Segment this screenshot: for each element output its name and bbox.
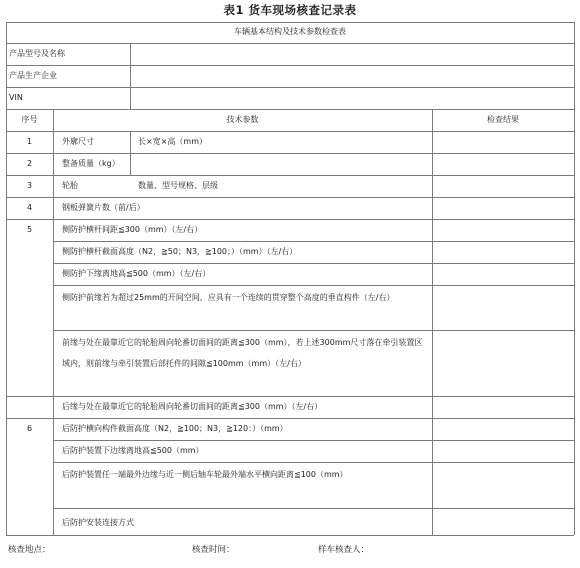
row-number: 1: [26, 137, 33, 146]
row-item: 侧防护前缘若为超过25mm的开间空间，应具有一个连续的贯穿整个高度的垂直构件（左/右）: [62, 293, 395, 302]
form-header-title: 车辆基本结构及技术参数检查表: [234, 27, 346, 36]
row-item: 钢板弹簧片数（前/后）: [62, 203, 145, 212]
inspection-time-label: 核查时间：: [192, 545, 235, 555]
column-header-no: 序号: [21, 115, 38, 124]
row-item: 后防护安装连接方式: [62, 518, 134, 527]
row-detail: 数量、型号规格、层级: [138, 181, 218, 190]
row-item: 整备质量（kg）: [62, 159, 120, 168]
sample-inspector-label: 样车核查人：: [318, 545, 370, 555]
row-item: 侧防护横杆截面高度（N2，≧50；N3，≧100；）（mm）（左/右）: [62, 247, 298, 256]
row-item: 轮胎: [62, 181, 78, 190]
row-item: 后防护装置下边缘离地高≦500（mm）: [62, 446, 204, 455]
product-model-label: 产品型号及名称: [9, 49, 65, 58]
column-header-param: 技术参数: [226, 115, 259, 124]
row-detail: [138, 154, 428, 175]
row-detail: 长×宽×高（mm）: [138, 137, 207, 146]
row-number: 6: [26, 424, 33, 433]
row-number: 2: [26, 159, 33, 168]
row-item: 后防护横向构件截面高度（N2，≧100；N3，≧120：）（mm）: [62, 424, 288, 433]
inspection-location-label: 核查地点：: [8, 545, 51, 555]
row-number: 4: [26, 203, 33, 212]
row-number: 5: [26, 225, 33, 234]
row-item: 侧防护下缘离地高≦500（mm）（左/右）: [62, 269, 211, 278]
column-header-result: 检查结果: [487, 115, 519, 124]
vin-value: [133, 88, 571, 109]
row-number: 3: [26, 181, 33, 190]
row-item: 侧防护横杆间距≦300（mm）（左/右）: [62, 225, 203, 234]
row-item: 前缘与处在最靠近它的轮胎周向轮番切面间的距离≦300（mm），若上述300mm尺寸落在牵引装置区域内，则前缘与牵引装置后部托件的间隙≦100mm（mm）（左/右）: [62, 338, 423, 368]
manufacturer-value: [133, 66, 571, 87]
table-title: 表1 货车现场核查记录表: [223, 3, 357, 17]
vin-label: VIN: [9, 93, 23, 102]
row-result-cell: [434, 132, 572, 153]
product-model-value: [133, 44, 571, 65]
row-item: 后防护装置任一端最外边缘与近一侧后轴车轮最外端水平横向距离≦100（mm）: [62, 470, 348, 479]
row-item: 后缘与处在最靠近它的轮胎周向轮番切面间的距离≦300（mm）（左/右）: [62, 402, 323, 411]
row-item: 外廓尺寸: [62, 137, 94, 146]
manufacturer-label: 产品生产企业: [9, 71, 57, 80]
